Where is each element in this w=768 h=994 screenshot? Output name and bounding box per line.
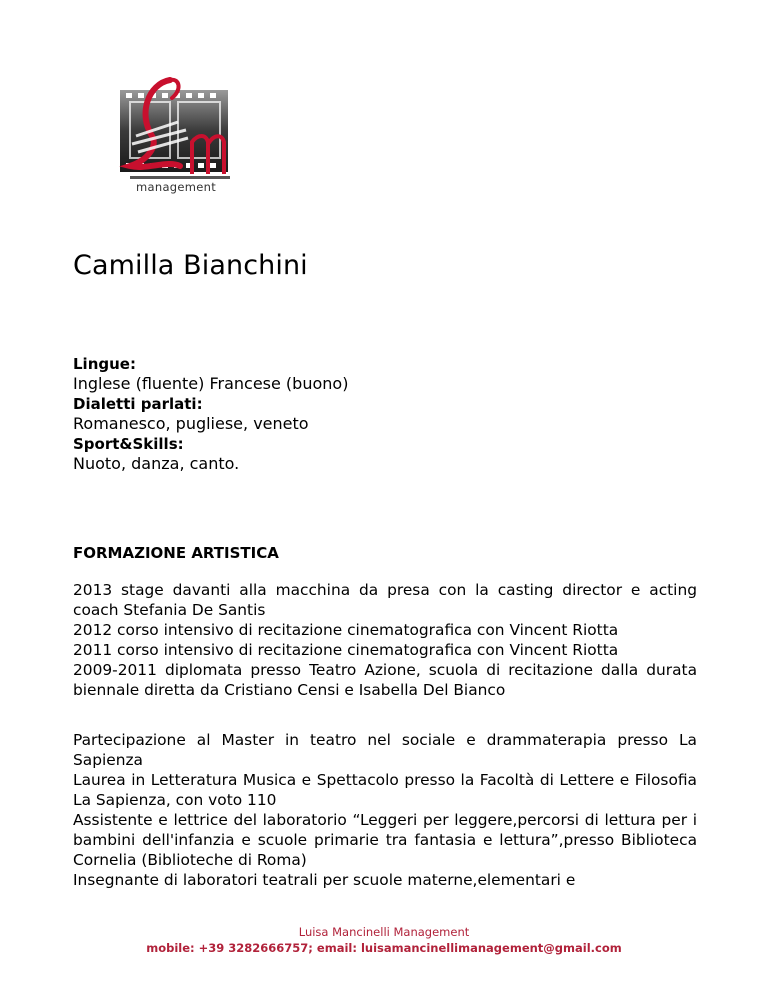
footer-company: Luisa Mancinelli Management (298, 925, 470, 939)
languages-value: Inglese (fluente) Francese (buono) (73, 374, 349, 393)
person-name: Camilla Bianchini (73, 250, 308, 281)
training-item: 2013 stage davanti alla macchina da presa con la casting director e acting coach Stefania De Santis (73, 581, 697, 619)
dialects-label: Dialetti parlati: (73, 395, 203, 413)
languages-label: Lingue: (73, 355, 136, 373)
education-item: Insegnante di laboratori teatrali per scuole materne,elementari e (73, 871, 576, 889)
training-item: 2011 corso intensivo di recitazione cinematografica con Vincent Riotta (73, 641, 619, 659)
footer-contact: mobile: +39 3282666757; email: luisamancinellimanagement@gmail.com (146, 941, 622, 955)
personal-info (73, 354, 713, 474)
section-title: FORMAZIONE ARTISTICA (73, 544, 279, 562)
training-item: 2012 corso intensivo di recitazione cinematografica con Vincent Riotta (73, 621, 619, 639)
page-footer (0, 924, 768, 956)
company-logo (108, 74, 244, 202)
training-item: 2009-2011 diplomata presso Teatro Azione, scuola di recitazione dalla durata biennale diretta da Cristiano Censi e Isabella Del Bianco (73, 661, 697, 699)
training-list (73, 580, 697, 700)
dialects-value: Romanesco, pugliese, veneto (73, 414, 309, 433)
education-item: Partecipazione al Master in teatro nel sociale e drammaterapia presso La Sapienza (73, 731, 697, 769)
skills-label: Sport&Skills: (73, 435, 184, 453)
education-item: Assistente e lettrice del laboratorio “Leggeri per leggere,percorsi di lettura per i bambini dell'infanzia e scuole primarie tra fantasia e lettura”,presso Biblioteca Cornelia (Biblioteche di Roma) (73, 811, 697, 869)
education-item: Laurea in Letteratura Musica e Spettacolo presso la Facoltà di Lettere e Filosofia La Sapienza, con voto 110 (73, 771, 697, 809)
skills-value: Nuoto, danza, canto. (73, 454, 240, 473)
education-list (73, 730, 697, 890)
logo-text: management (136, 180, 217, 194)
